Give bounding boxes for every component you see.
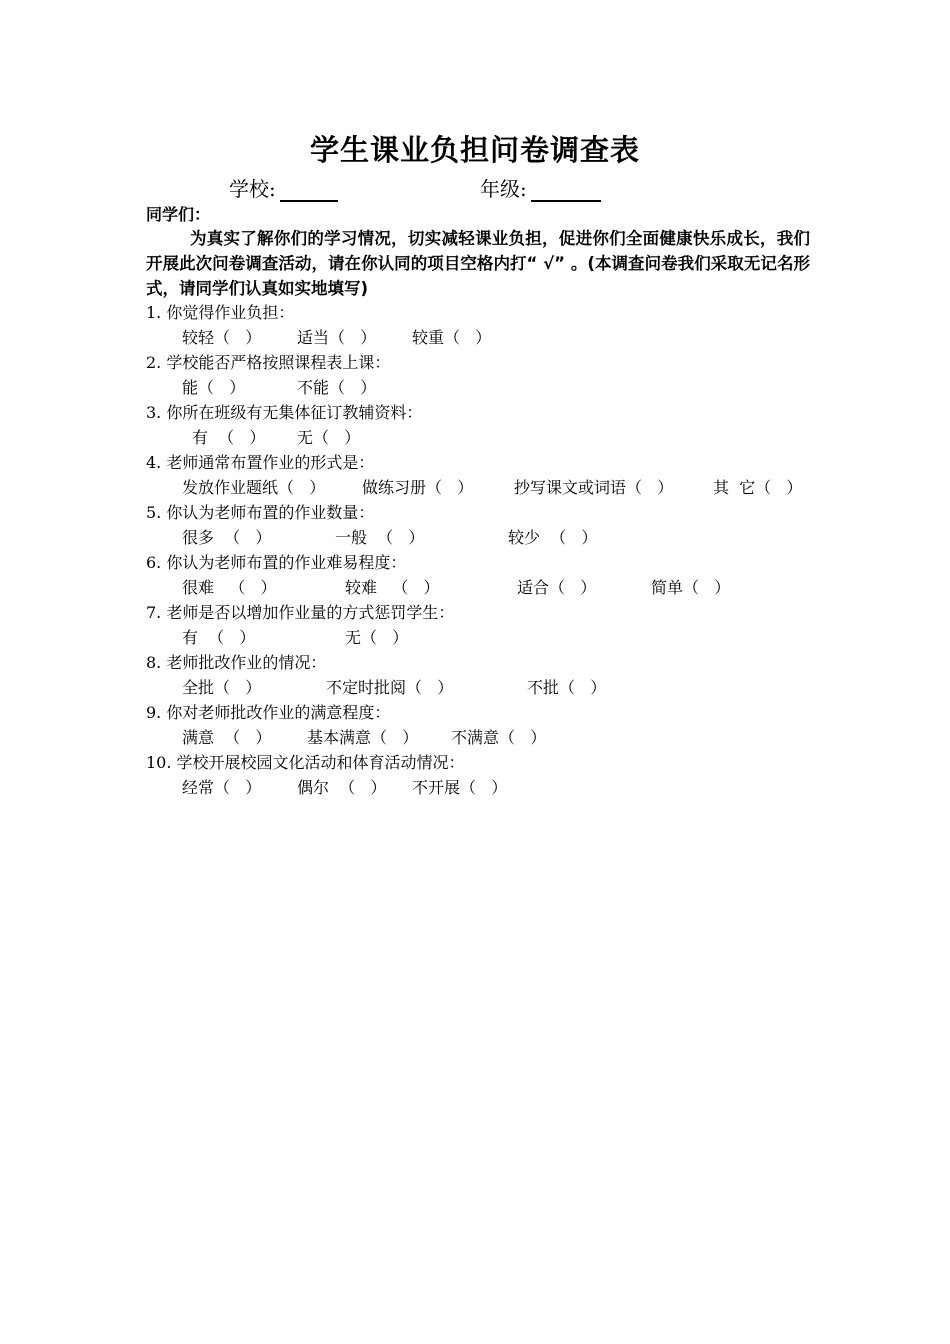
school-field [229,173,338,203]
option-choice[interactable]: 很难 （ ） [182,578,277,597]
greeting: 同学们： [146,205,211,224]
option-choice[interactable]: 较难 （ ） [345,578,440,597]
question-options [146,375,826,400]
option-choice[interactable]: 很多 （ ） [182,528,272,547]
grade-blank[interactable] [531,178,601,202]
option-choice[interactable]: 能（ ） [182,378,246,397]
question-title: 10. 学校开展校园文化活动和体育活动情况： [146,753,465,772]
option-choice[interactable]: 简单（ ） [651,578,731,597]
school-blank[interactable] [280,178,338,202]
question-item [146,650,826,700]
question-item [146,300,826,350]
option-choice[interactable]: 全批（ ） [182,678,262,697]
question-options [146,675,826,700]
question-options [146,425,826,450]
option-choice[interactable]: 较少 （ ） [508,528,598,547]
option-choice[interactable]: 不定时批阅（ ） [326,678,454,697]
question-options [146,725,826,750]
option-choice[interactable]: 发放作业题纸（ ） [182,478,326,497]
question-options [146,625,826,650]
school-label: 学校: [229,177,276,201]
option-choice[interactable]: 满意 （ ） [182,728,272,747]
question-options [146,575,826,600]
question-title: 6. 你认为老师布置的作业难易程度： [146,553,407,572]
question-title: 8. 老师批改作业的情况： [146,653,327,672]
question-item [146,350,826,400]
option-choice[interactable]: 较重（ ） [412,328,492,347]
option-choice[interactable]: 无（ ） [345,628,409,647]
option-choice[interactable]: 有 （ ） [182,628,256,647]
option-choice[interactable]: 偶尔 （ ） [297,778,387,797]
option-choice[interactable]: 不能（ ） [297,378,377,397]
question-title: 9. 你对老师批改作业的满意程度： [146,703,391,722]
question-item [146,600,826,650]
question-list [146,300,826,800]
question-title: 2. 学校能否严格按照课程表上课： [146,353,391,372]
question-title: 5. 你认为老师布置的作业数量： [146,503,375,522]
question-item [146,450,826,500]
option-choice[interactable]: 适当（ ） [297,328,377,347]
question-item [146,550,826,600]
option-choice[interactable]: 不批（ ） [527,678,607,697]
page-title: 学生课业负担问卷调查表 [309,133,640,167]
question-item [146,400,826,450]
question-options [146,325,826,350]
option-choice[interactable]: 无（ ） [297,428,361,447]
question-item [146,700,826,750]
question-title: 1. 你觉得作业负担： [146,303,295,322]
option-choice[interactable]: 较轻（ ） [182,328,262,347]
question-options [146,525,826,550]
question-item [146,500,826,550]
option-choice[interactable]: 不开展（ ） [412,778,508,797]
option-choice[interactable]: 经常（ ） [182,778,262,797]
grade-label: 年级: [480,177,527,201]
grade-field [480,173,601,203]
question-title: 4. 老师通常布置作业的形式是： [146,453,375,472]
question-title: 3. 你所在班级有无集体征订教辅资料： [146,403,423,422]
option-choice[interactable]: 有 （ ） [192,428,266,447]
question-title: 7. 老师是否以增加作业量的方式惩罚学生： [146,603,455,622]
option-choice[interactable]: 其 它（ ） [713,478,803,497]
option-choice[interactable]: 不满意（ ） [451,728,547,747]
option-choice[interactable]: 基本满意（ ） [307,728,419,747]
question-item [146,750,826,800]
option-choice[interactable]: 一般 （ ） [335,528,425,547]
option-choice[interactable]: 抄写课文或词语（ ） [514,478,674,497]
option-choice[interactable]: 做练习册（ ） [362,478,474,497]
intro-paragraph: 为真实了解你们的学习情况，切实减轻课业负担，促进你们全面健康快乐成长，我们开展此次问卷调查活动，请在你认同的项目空格内打“ √” 。(本调查问卷我们采取无记名形式，请同学们认真如实地填写) [146,229,810,298]
question-options [146,475,826,500]
question-options [146,775,826,800]
option-choice[interactable]: 适合（ ） [517,578,597,597]
